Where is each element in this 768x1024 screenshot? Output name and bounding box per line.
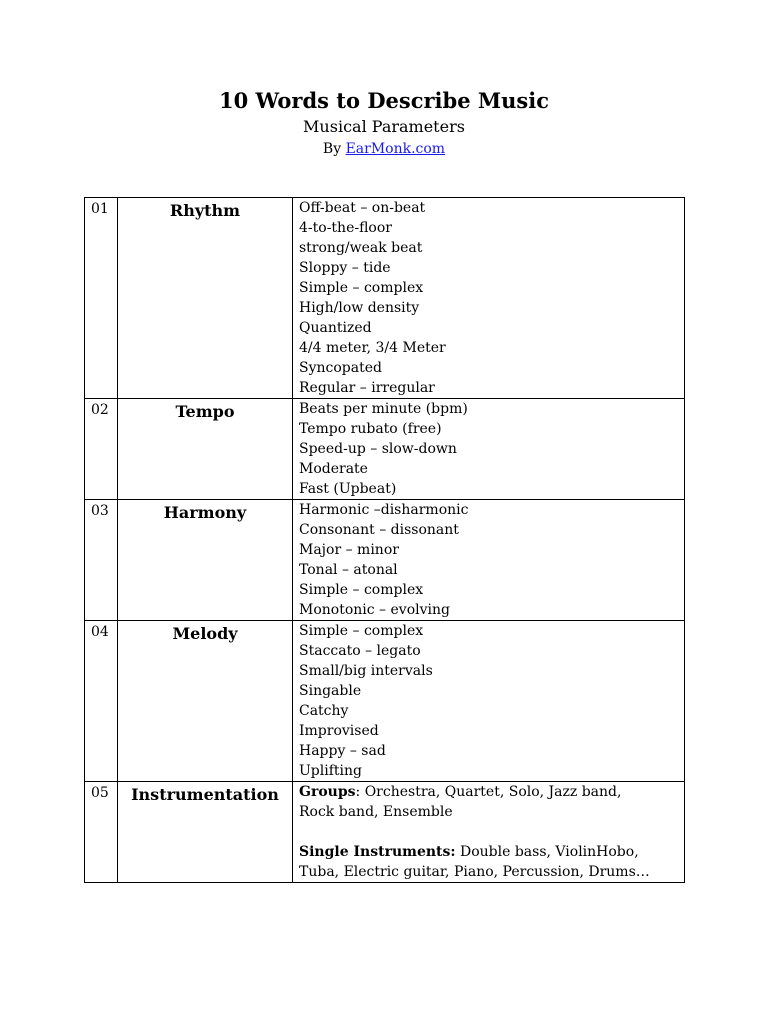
descriptor-line: Off-beat – on-beat: [299, 200, 426, 216]
descriptor-line: Tempo rubato (free): [299, 421, 442, 437]
row-term: Instrumentation: [118, 782, 293, 883]
descriptor-line: Improvised: [299, 723, 379, 739]
byline-prefix: By: [322, 141, 346, 157]
descriptor-line: Sloppy – tide: [299, 260, 391, 276]
single-instruments-text: Double bass, ViolinHobo,: [455, 844, 639, 860]
document-title: 10 Words to Describe Music: [219, 88, 549, 113]
single-instruments-label: Single Instruments:: [299, 844, 456, 860]
descriptor-line: Simple – complex: [299, 280, 424, 296]
descriptor-line: Regular – irregular: [299, 380, 435, 396]
descriptor-line: [299, 842, 684, 862]
document-header: [0, 86, 768, 160]
descriptor-line: Catchy: [299, 703, 349, 719]
descriptor-line: [299, 782, 684, 802]
byline: [0, 138, 768, 160]
row-term: Rhythm: [118, 198, 293, 399]
descriptor-line: Tonal – atonal: [299, 562, 398, 578]
paragraph-gap: [299, 822, 684, 842]
descriptor-line: 4-to-the-floor: [299, 220, 392, 236]
descriptor-line: Moderate: [299, 461, 368, 477]
groups-label: Groups: [299, 784, 356, 800]
row-number: 02: [85, 399, 118, 500]
descriptor-line: [299, 802, 684, 822]
row-number: 01: [85, 198, 118, 399]
table-row: [85, 399, 685, 500]
descriptor-line: Staccato – legato: [299, 643, 421, 659]
descriptor-line: Monotonic – evolving: [299, 602, 450, 618]
descriptor-line: strong/weak beat: [299, 240, 423, 256]
row-term: Melody: [118, 621, 293, 782]
row-number: 04: [85, 621, 118, 782]
row-number: 05: [85, 782, 118, 883]
descriptor-line: Simple – complex: [299, 623, 424, 639]
descriptor-line: Quantized: [299, 320, 372, 336]
table-row: [85, 500, 685, 621]
row-descriptors: [293, 198, 685, 399]
descriptor-line: Simple – complex: [299, 582, 424, 598]
descriptor-line: Major – minor: [299, 542, 399, 558]
music-words-table-body: [85, 198, 685, 883]
single-instruments-text-continued: Tuba, Electric guitar, Piano, Percussion, Drums…: [299, 864, 650, 880]
groups-text-continued: Rock band, Ensemble: [299, 804, 453, 820]
descriptor-line: 4/4 meter, 3/4 Meter: [299, 340, 446, 356]
table-row: [85, 621, 685, 782]
descriptor-line: Fast (Upbeat): [299, 481, 397, 497]
row-descriptors: [293, 399, 685, 500]
descriptor-line: High/low density: [299, 300, 420, 316]
descriptor-line: Syncopated: [299, 360, 382, 376]
row-descriptors: [293, 500, 685, 621]
table-row: [85, 782, 685, 883]
groups-text: : Orchestra, Quartet, Solo, Jazz band,: [355, 784, 622, 800]
document-subtitle: Musical Parameters: [303, 117, 465, 136]
descriptor-line: Beats per minute (bpm): [299, 401, 468, 417]
descriptor-line: Harmonic –disharmonic: [299, 502, 469, 518]
row-term: Tempo: [118, 399, 293, 500]
earmonk-link[interactable]: EarMonk.com: [345, 141, 446, 157]
descriptor-line: Singable: [299, 683, 362, 699]
descriptor-line: [299, 862, 684, 882]
descriptor-line: Happy – sad: [299, 743, 386, 759]
row-number: 03: [85, 500, 118, 621]
descriptor-line: Consonant – dissonant: [299, 522, 459, 538]
music-words-table: [84, 197, 685, 883]
descriptor-line: Uplifting: [299, 763, 362, 779]
row-descriptors: [293, 621, 685, 782]
row-descriptors: [293, 782, 685, 883]
descriptor-line: Small/big intervals: [299, 663, 433, 679]
descriptor-line: Speed-up – slow-down: [299, 441, 457, 457]
row-term: Harmony: [118, 500, 293, 621]
table-row: [85, 198, 685, 399]
